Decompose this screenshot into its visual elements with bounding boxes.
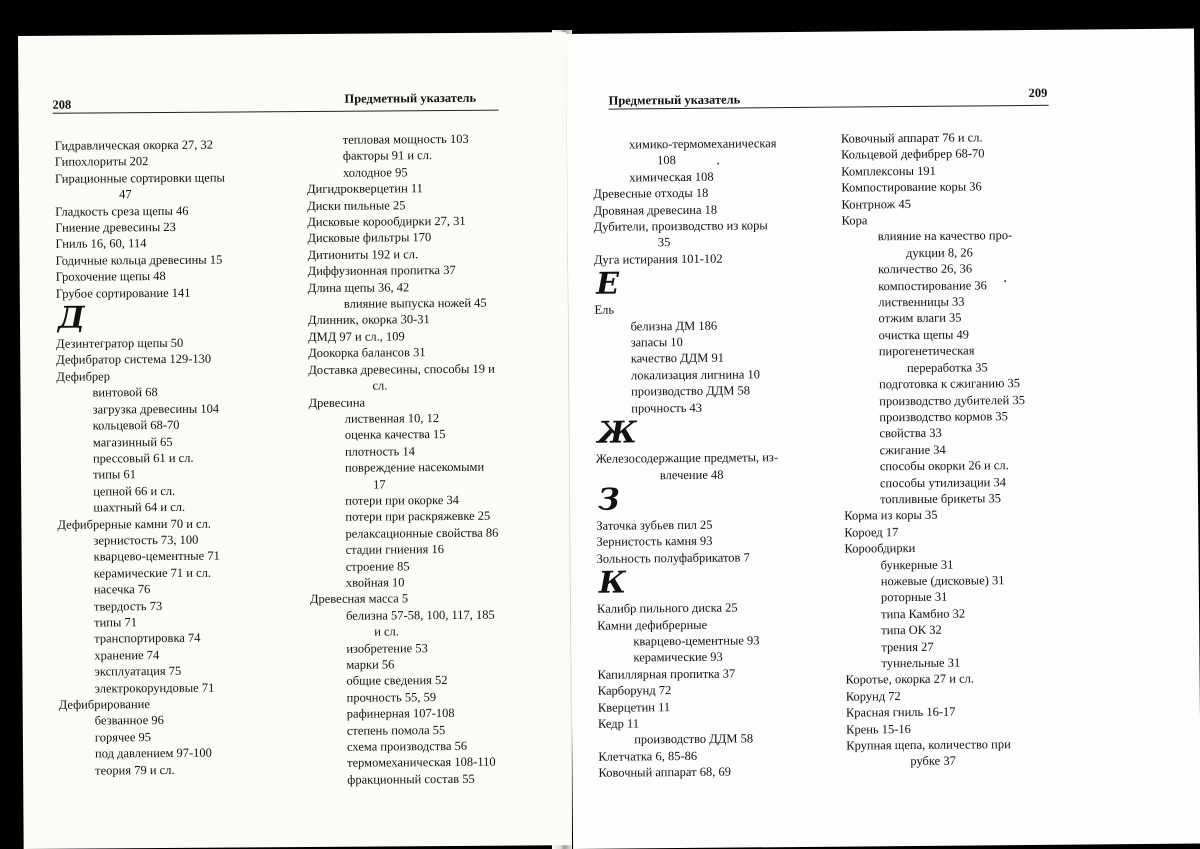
index-subentry: загрузка древесины 104	[92, 401, 220, 417]
index-subentry: термомеханическая 108-110	[347, 755, 496, 771]
index-entry: Грохочение щепы 48	[55, 269, 166, 284]
index-subentry: способы окорки 26 и сл.	[879, 458, 1009, 474]
index-entry: Контрнож 45	[841, 196, 911, 212]
index-subentry: типа Камбио 32	[881, 606, 966, 622]
index-subentry: плотность 14	[344, 443, 416, 459]
index-entry: Красная гниль 16-17	[845, 704, 956, 720]
index-subentry: хранение 74	[94, 647, 160, 663]
index-entry: Капиллярная пропитка 37	[597, 666, 736, 682]
index-entry: ДМД 97 и сл., 109	[308, 329, 405, 344]
index-subentry: безванное 96	[94, 713, 164, 728]
index-subentry: электрокорундовые 71	[94, 680, 215, 696]
index-entry: Гниль 16, 60, 114	[55, 236, 147, 252]
index-subentry: винтовой 68	[92, 385, 158, 400]
index-entry: Дровяная древесина 18	[593, 202, 718, 218]
index-subentry: типа ОК 32	[881, 622, 942, 638]
index-entry: Дефибрерные камни 70 и сл.	[57, 516, 212, 532]
index-subentry: локализация лигнина 10	[630, 367, 761, 383]
index-subentry: изобретение 53	[346, 640, 428, 656]
index-subentry: лиственная 10, 12	[344, 410, 440, 426]
index-subentry: сжигание 34	[879, 442, 946, 457]
index-entry: Ковочный аппарат 68, 69	[598, 764, 732, 780]
section-letter: К	[598, 565, 627, 601]
index-entry: Короед 17	[844, 524, 899, 540]
index-entry: Длина щепы 36, 42	[307, 279, 410, 295]
index-subentry: холодное 95	[342, 165, 408, 180]
index-subentry: общие сведения 52	[346, 673, 448, 689]
index-subentry: и сл.	[374, 624, 399, 639]
left-page	[18, 32, 572, 849]
index-entry: Гидравлическая окорка 27, 32	[54, 137, 214, 153]
index-subentry: количество 26, 36	[878, 261, 973, 277]
index-entry: Дефибрер	[56, 369, 111, 384]
index-entry: Гладкость среза щепы 46	[55, 203, 189, 219]
index-entry: Дитиониты 192 и сл.	[307, 247, 419, 262]
index-entry: Годичные кольца древесины 15	[55, 252, 223, 268]
index-subentry: транспортировка 74	[94, 631, 201, 646]
index-subentry: степень помола 55	[346, 722, 446, 738]
index-entry: Древесина	[308, 395, 366, 410]
index-subentry: производство ДДМ 58	[634, 731, 754, 747]
index-subentry: прочность 43	[631, 400, 703, 416]
index-entry: Дефибратор система 129-130	[56, 352, 212, 368]
section-letter: Ж	[597, 415, 638, 451]
index-subentry: влечение 48	[659, 467, 724, 482]
index-entry: Доставка древесины, способы 19 и	[308, 361, 495, 377]
index-subentry: влияние выпуска ножей 45	[343, 295, 487, 311]
index-subentry: сл.	[372, 378, 388, 393]
index-column-right-2	[841, 129, 1087, 771]
index-column-right-1	[593, 135, 839, 782]
index-subentry: рафинерная 107-108	[346, 706, 455, 721]
index-subentry: способы утилизации 34	[879, 474, 1006, 490]
index-subentry: свойства 33	[879, 426, 942, 441]
index-entry: Гипохлориты 202	[54, 154, 149, 170]
index-subentry: эксплуатация 75	[94, 664, 182, 679]
index-subentry: фракционный состав 55	[347, 771, 475, 787]
index-subentry: белизна ДМ 186	[630, 318, 718, 334]
index-subentry: отжим влаги 35	[878, 311, 962, 326]
index-subentry: зернистость 73, 100	[93, 532, 199, 548]
index-entry: Корообдирки	[844, 541, 916, 556]
index-entry: Коротье, окорка 27 и сл.	[845, 671, 975, 687]
index-subentry: хвойная 10	[345, 575, 405, 590]
index-entry: Крупная щепа, количество при	[846, 737, 1011, 753]
section-letter: З	[597, 482, 620, 518]
index-subentry: качество ДДМ 91	[630, 351, 724, 366]
index-entry: Дуга истирания 101-102	[593, 251, 723, 267]
index-entry: Карборунд 72	[597, 683, 672, 698]
index-subentry: лиственницы 33	[878, 294, 965, 310]
index-subentry: насечка 76	[93, 582, 151, 597]
index-subentry: бункерные 31	[880, 557, 954, 572]
index-subentry: ножевые (дисковые) 31	[880, 573, 1005, 589]
index-entry: Длинник, окорка 30-31	[307, 312, 430, 328]
index-entry: Комплексоны 191	[841, 163, 936, 179]
index-entry: Компостирование коры 36	[841, 179, 982, 195]
index-entry: Кора	[841, 213, 868, 228]
index-entry: Корма из коры 35	[844, 508, 938, 523]
index-subentry: повреждение насекомыми	[344, 459, 485, 475]
index-entry: Дигидрокверцетин 11	[307, 181, 423, 197]
section-letter: Д	[57, 300, 85, 336]
index-subentry: типы 71	[94, 615, 138, 630]
index-subentry: керамические 71 и сл.	[93, 565, 211, 581]
index-subentry: трения 27	[881, 639, 934, 654]
section-letter: Е	[596, 266, 620, 302]
index-entry: Древесная масса 5	[309, 591, 409, 607]
index-subentry: магазинный 65	[92, 434, 173, 449]
index-entry: Кверцетин 11	[597, 699, 671, 715]
index-entry: Зернистость камня 93	[596, 534, 713, 550]
index-subentry: химическая 108	[629, 169, 714, 185]
index-subentry: схема производства 56	[346, 738, 468, 754]
index-entry: Гниение древесины 23	[55, 219, 176, 235]
index-subentry: дукции 8, 26	[905, 245, 973, 260]
index-subentry: потери при раскряжевке 25	[345, 509, 491, 525]
index-subentry: кварцево-цементные 71	[93, 548, 220, 564]
index-subentry: запасы 10	[630, 335, 683, 350]
index-subentry: подготовка к сжиганию 35	[879, 376, 1021, 392]
index-entry: Железосодержащие предметы, из-	[595, 450, 779, 466]
scan-speck	[717, 163, 719, 165]
index-entry: Гирационные сортировки щепы	[54, 170, 225, 186]
index-entry: Грубое сортирование 141	[55, 285, 191, 301]
index-entry: Диски пильные 25	[307, 197, 406, 213]
index-subentry: производство кормов 35	[879, 409, 1008, 425]
index-subentry: оценка качества 15	[344, 427, 446, 443]
index-entry: Дисковые фильтры 170	[307, 230, 432, 246]
index-column-left-2	[307, 130, 562, 788]
index-entry: Диффузионная пропитка 37	[307, 263, 456, 279]
index-column-left-1	[55, 136, 299, 779]
index-subentry: топливные брикеты 35	[880, 491, 1002, 507]
index-entry: Древесные отходы 18	[593, 185, 709, 201]
index-subentry: потери при окорке 34	[345, 492, 460, 508]
index-entry: Дубители, производство из коры	[593, 218, 768, 234]
index-subentry: туннельные 31	[881, 655, 961, 671]
index-subentry: переработка 35	[906, 360, 988, 375]
page-number-left: 208	[52, 97, 72, 112]
index-subentry: 17	[373, 476, 386, 492]
index-subentry: под давлением 97-100	[94, 745, 212, 761]
running-head-left: Предметный указатель	[344, 90, 477, 106]
right-page	[566, 29, 1200, 849]
header-rule-left	[53, 110, 499, 114]
index-entry: Кедр 11	[597, 716, 640, 731]
running-head-right: Предметный указатель	[608, 92, 741, 108]
index-subentry: прессовый 61 и сл.	[92, 450, 194, 466]
index-subentry: горячее 95	[94, 729, 152, 745]
index-entry: Дефибрирование	[58, 697, 150, 712]
index-subentry: белизна 57-58, 100, 117, 185	[346, 607, 495, 623]
index-subentry: 47	[119, 187, 132, 202]
index-subentry: типы 61	[93, 467, 136, 482]
index-entry: Корунд 72	[845, 688, 901, 704]
index-entry: Калибр пильного диска 25	[596, 600, 738, 616]
index-entry: Заточка зубьев пил 25	[596, 517, 713, 533]
index-subentry: марки 56	[346, 657, 395, 672]
scan-speck	[1004, 280, 1006, 282]
index-entry: Камни дефибрерные	[597, 617, 708, 633]
index-subentry: влияние на качество про-	[877, 228, 1013, 244]
index-entry: Зольность полуфабрикатов 7	[596, 550, 750, 566]
index-subentry: химико-термомеханическая	[628, 136, 777, 152]
index-subentry: теория 79 и сл.	[95, 762, 175, 778]
index-subentry: производство ДДМ 58	[631, 383, 751, 399]
index-subentry: факторы 91 и сл.	[342, 148, 433, 164]
index-subentry: 108	[657, 153, 676, 168]
index-subentry: релаксационные свойства 86	[345, 525, 499, 541]
index-subentry: 35	[657, 235, 671, 250]
index-subentry: рубке 37	[910, 754, 956, 769]
index-entry: Доокорка балансов 31	[308, 345, 426, 361]
index-subentry: тепловая мощность 103	[342, 131, 469, 147]
index-subentry: цепной 66 и сл.	[93, 483, 176, 499]
index-entry: Ель	[594, 302, 615, 318]
index-entry: Крень 15-16	[846, 721, 911, 737]
index-subentry: очистка щепы 49	[878, 327, 970, 343]
index-subentry: твердость 73	[93, 598, 163, 614]
index-entry: Дезинтегратор щепы 50	[56, 335, 184, 351]
index-subentry: керамические 93	[633, 649, 723, 665]
index-subentry: кольцевой 68-70	[92, 417, 180, 433]
index-entry: Клетчатка 6, 85-86	[598, 748, 698, 764]
index-entry: Кольцевой дефибрер 68-70	[841, 146, 985, 163]
index-subentry: строение 85	[345, 558, 410, 574]
index-subentry: компостирование 36	[878, 277, 987, 293]
index-subentry: прочность 55, 59	[346, 689, 437, 705]
index-subentry: роторные 31	[880, 590, 948, 605]
index-subentry: стадии гниения 16	[345, 542, 445, 557]
page-number-right: 209	[1028, 85, 1048, 100]
index-subentry: пирогенетическая	[878, 343, 975, 359]
index-subentry: производство дубителей 35	[879, 392, 1025, 408]
index-entry: Дисковые корообдирки 27, 31	[307, 213, 466, 230]
index-subentry: шахтный 64 и сл.	[93, 499, 186, 515]
index-subentry: кварцево-цементные 93	[633, 633, 760, 649]
index-entry: Ковочный аппарат 76 и сл.	[840, 130, 983, 146]
